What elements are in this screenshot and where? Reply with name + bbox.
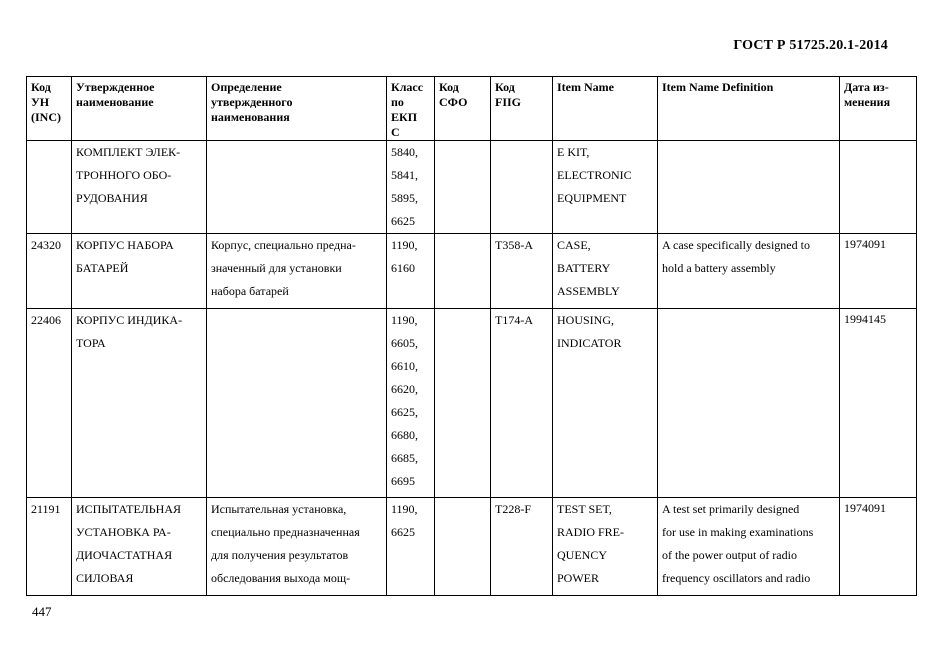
approved-name-cell-line: КОРПУС НАБОРА <box>76 238 174 252</box>
approved-name-cell-line: РУДОВАНИЯ <box>76 191 148 205</box>
item-name-cell-line: ASSEMBLY <box>557 284 620 298</box>
col-date-header <box>840 77 917 141</box>
col-item-name-header-line: Item Name <box>557 80 614 94</box>
table-body <box>27 141 917 596</box>
approved-name-cell-line: КОМПЛЕКТ ЭЛЕК- <box>76 145 181 159</box>
class-cell-line: 6625 <box>391 214 415 228</box>
inc-cell: 21191 <box>27 498 72 596</box>
col-item-name-header <box>553 77 658 141</box>
item-definition-cell-line: for use in making examinations <box>662 525 814 539</box>
approved-name-cell <box>72 309 207 498</box>
item-definition-cell-line: frequency oscillators and radio <box>662 571 811 585</box>
definition-cell-line: Корпус, специально предна- <box>211 238 356 252</box>
date-cell: 1974091 <box>840 234 917 309</box>
definition-cell <box>207 309 387 498</box>
approved-name-cell <box>72 141 207 234</box>
definition-cell <box>207 234 387 309</box>
col-item-definition-header <box>658 77 840 141</box>
item-name-cell-line: E KIT, <box>557 145 590 159</box>
class-cell-line: 6620, <box>391 382 418 396</box>
class-cell-line: 6680, <box>391 428 418 442</box>
item-definition-cell <box>658 309 840 498</box>
col-definition-header-line: утвержденного <box>211 95 293 109</box>
fiig-cell: T228-F <box>491 498 553 596</box>
item-name-cell-line: POWER <box>557 571 599 585</box>
item-name-cell-line: CASE, <box>557 238 591 252</box>
definition-cell-line: специально предназначенная <box>211 525 360 539</box>
class-cell-line: 1190, <box>391 313 418 327</box>
nomenclature-table <box>26 76 917 596</box>
table-row <box>27 498 917 596</box>
class-cell-line: 6685, <box>391 451 418 465</box>
approved-name-cell-line: СИЛОВАЯ <box>76 571 134 585</box>
approved-name-cell-line: УСТАНОВКА РА- <box>76 525 171 539</box>
class-cell-line: 5841, <box>391 168 418 182</box>
col-inc-header-line: УН <box>31 95 50 109</box>
date-cell <box>840 141 917 234</box>
col-item-definition-header-line: Item Name Definition <box>662 80 774 94</box>
col-date-header-line: менения <box>844 95 891 109</box>
approved-name-cell <box>72 498 207 596</box>
item-name-cell <box>553 309 658 498</box>
sfo-cell <box>435 309 491 498</box>
definition-cell-line: обследования выхода мощ- <box>211 571 351 585</box>
item-definition-cell-line: A test set primarily designed <box>662 502 800 516</box>
approved-name-cell <box>72 234 207 309</box>
class-cell-line: 6625, <box>391 405 418 419</box>
class-cell-line: 5840, <box>391 145 418 159</box>
fiig-cell <box>491 141 553 234</box>
approved-name-cell-line: ТРОННОГО ОБО- <box>76 168 172 182</box>
definition-cell <box>207 141 387 234</box>
item-name-cell-line: EQUIPMENT <box>557 191 627 205</box>
page-number: 447 <box>32 604 52 619</box>
inc-cell: 24320 <box>27 234 72 309</box>
col-approved-name-header-line: наименование <box>76 95 154 109</box>
item-name-cell-line: BATTERY <box>557 261 611 275</box>
item-definition-cell <box>658 141 840 234</box>
sfo-cell <box>435 234 491 309</box>
definition-cell <box>207 498 387 596</box>
col-class-header-line: С <box>391 125 400 139</box>
inc-cell: 22406 <box>27 309 72 498</box>
item-name-cell-line: INDICATOR <box>557 336 622 350</box>
class-cell <box>387 234 435 309</box>
item-name-cell-line: ELECTRONIC <box>557 168 632 182</box>
definition-cell-line: набора батарей <box>211 284 289 298</box>
table-header-row <box>27 77 917 141</box>
col-class-header <box>387 77 435 141</box>
item-definition-cell <box>658 498 840 596</box>
date-cell: 1994145 <box>840 309 917 498</box>
col-approved-name-header-line: Утвержденное <box>76 80 155 94</box>
approved-name-cell-line: ДИОЧАСТАТНАЯ <box>76 548 173 562</box>
definition-cell-line: значенный для установки <box>211 261 342 275</box>
class-cell-line: 6605, <box>391 336 418 350</box>
col-sfo-header-line: Код <box>439 80 459 94</box>
class-cell-line: 6695 <box>391 474 415 488</box>
sfo-cell <box>435 141 491 234</box>
class-cell-line: 6160 <box>391 261 415 275</box>
table-row <box>27 309 917 498</box>
item-name-cell <box>553 234 658 309</box>
class-cell-line: 5895, <box>391 191 418 205</box>
col-date-header-line: Дата из- <box>844 80 889 94</box>
table-row <box>27 234 917 309</box>
inc-cell <box>27 141 72 234</box>
col-definition-header-line: Определение <box>211 80 282 94</box>
col-class-header-line: ЕКП <box>391 110 418 124</box>
item-definition-cell-line: of the power output of radio <box>662 548 797 562</box>
item-name-cell-line: RADIO FRE- <box>557 525 625 539</box>
class-cell <box>387 309 435 498</box>
sfo-cell <box>435 498 491 596</box>
item-definition-cell-line: A case specifically designed to <box>662 238 810 252</box>
col-class-header-line: по <box>391 95 404 109</box>
col-approved-name-header <box>72 77 207 141</box>
approved-name-cell-line: ИСПЫТАТЕЛЬНАЯ <box>76 502 182 516</box>
fiig-cell: T358-A <box>491 234 553 309</box>
class-cell-line: 6625 <box>391 525 415 539</box>
col-sfo-header-line: СФО <box>439 95 468 109</box>
col-class-header-line: Класс <box>391 80 424 94</box>
col-definition-header <box>207 77 387 141</box>
approved-name-cell-line: ТОРА <box>76 336 106 350</box>
col-sfo-header <box>435 77 491 141</box>
col-inc-header-line: Код <box>31 80 51 94</box>
approved-name-cell-line: БАТАРЕЙ <box>76 261 129 275</box>
class-cell-line: 1190, <box>391 502 418 516</box>
definition-cell-line: для получения результатов <box>211 548 349 562</box>
class-cell <box>387 498 435 596</box>
standard-header: ГОСТ Р 51725.20.1-2014 <box>733 38 888 53</box>
col-inc-header-line: (INC) <box>31 110 61 124</box>
approved-name-cell-line: КОРПУС ИНДИКА- <box>76 313 183 327</box>
col-inc-header <box>27 77 72 141</box>
fiig-cell: T174-A <box>491 309 553 498</box>
col-fiig-header-line: Код <box>495 80 515 94</box>
item-name-cell <box>553 141 658 234</box>
col-fiig-header-line: FIIG <box>495 95 522 109</box>
item-name-cell-line: HOUSING, <box>557 313 614 327</box>
item-definition-cell <box>658 234 840 309</box>
item-name-cell <box>553 498 658 596</box>
col-fiig-header <box>491 77 553 141</box>
col-definition-header-line: наименования <box>211 110 290 124</box>
class-cell <box>387 141 435 234</box>
item-name-cell-line: QUENCY <box>557 548 607 562</box>
item-definition-cell-line: hold a battery assembly <box>662 261 776 275</box>
table-row <box>27 141 917 234</box>
date-cell: 1974091 <box>840 498 917 596</box>
class-cell-line: 1190, <box>391 238 418 252</box>
definition-cell-line: Испытательная установка, <box>211 502 347 516</box>
item-name-cell-line: TEST SET, <box>557 502 612 516</box>
class-cell-line: 6610, <box>391 359 418 373</box>
